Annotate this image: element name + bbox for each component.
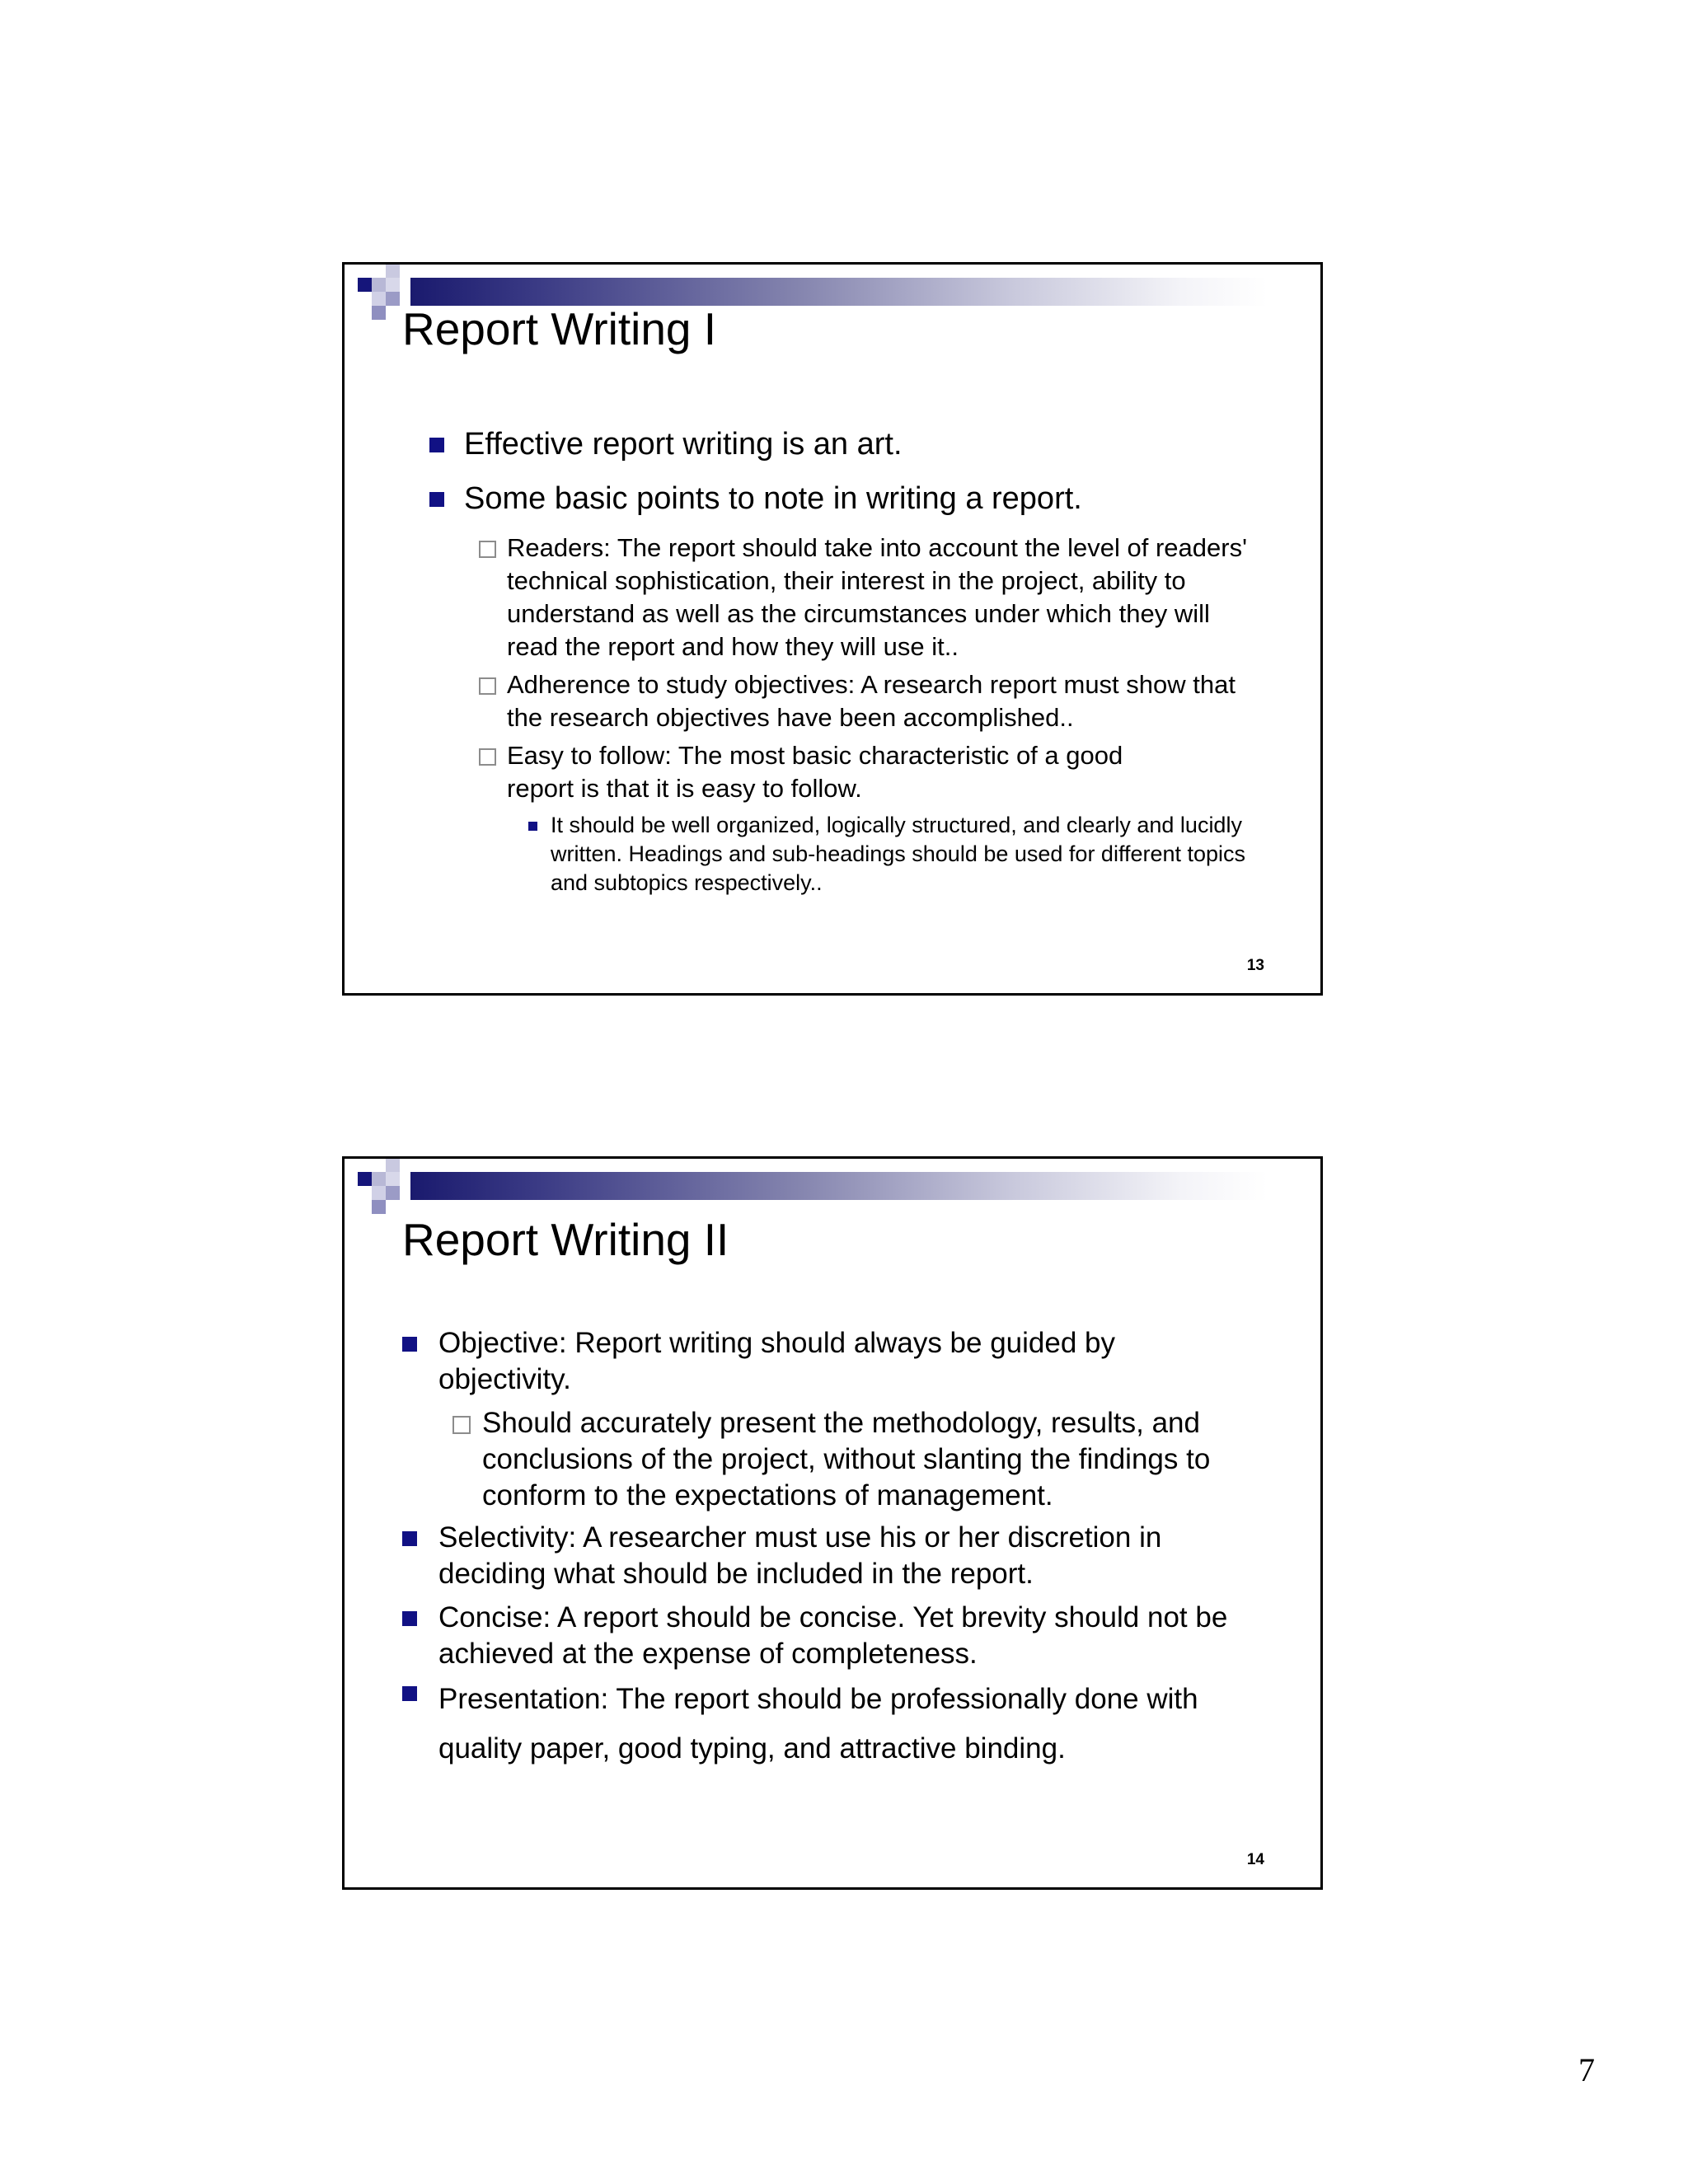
page-number: 7 bbox=[1578, 2051, 1595, 2088]
bullet-item: Some basic points to note in writing a report. bbox=[464, 480, 1288, 517]
sub-bullet-item: Adherence to study objectives: A research report must show that the research objectives have been accomplished.. bbox=[507, 668, 1265, 734]
bullet-item: Presentation: The report should be professionally done with quality paper, good typing, and attractive binding. bbox=[438, 1675, 1230, 1774]
bullet-item: Selectivity: A researcher must use his or her discretion in deciding what should be included in the report. bbox=[438, 1520, 1230, 1592]
slide-number: 14 bbox=[1246, 1851, 1264, 1868]
bullet-item: Effective report writing is an art. bbox=[464, 426, 1288, 462]
sub-bullet-item: Should accurately present the methodology, results, and conclusions of the project, without slanting the findings to conform to the expectations of management. bbox=[482, 1405, 1306, 1514]
bullet-item: Objective: Report writing should always be guided by objectivity. bbox=[438, 1325, 1230, 1398]
slide-number: 13 bbox=[1246, 957, 1264, 974]
slide-title: Report Writing I bbox=[402, 303, 717, 354]
sub-bullet-item: Readers: The report should take into account the level of readers' technical sophistication, their interest in the project, ability to understand as well as the circumstances under which they will read the report and how they will use it.. bbox=[507, 532, 1265, 663]
slide-14 bbox=[342, 1156, 1323, 1890]
sub-sub-bullet-item: It should be well organized, logically structured, and clearly and lucidly written. Headings and sub-headings should be used for different topics and subtopics respectively.. bbox=[551, 811, 1259, 898]
slide-13 bbox=[342, 262, 1323, 996]
slide-title: Report Writing II bbox=[402, 1214, 729, 1265]
bullet-item: Concise: A report should be concise. Yet brevity should not be achieved at the expense of completeness. bbox=[438, 1600, 1230, 1672]
sub-bullet-item: Easy to follow: The most basic characteristic of a good report is that it is easy to follow. bbox=[507, 739, 1183, 805]
